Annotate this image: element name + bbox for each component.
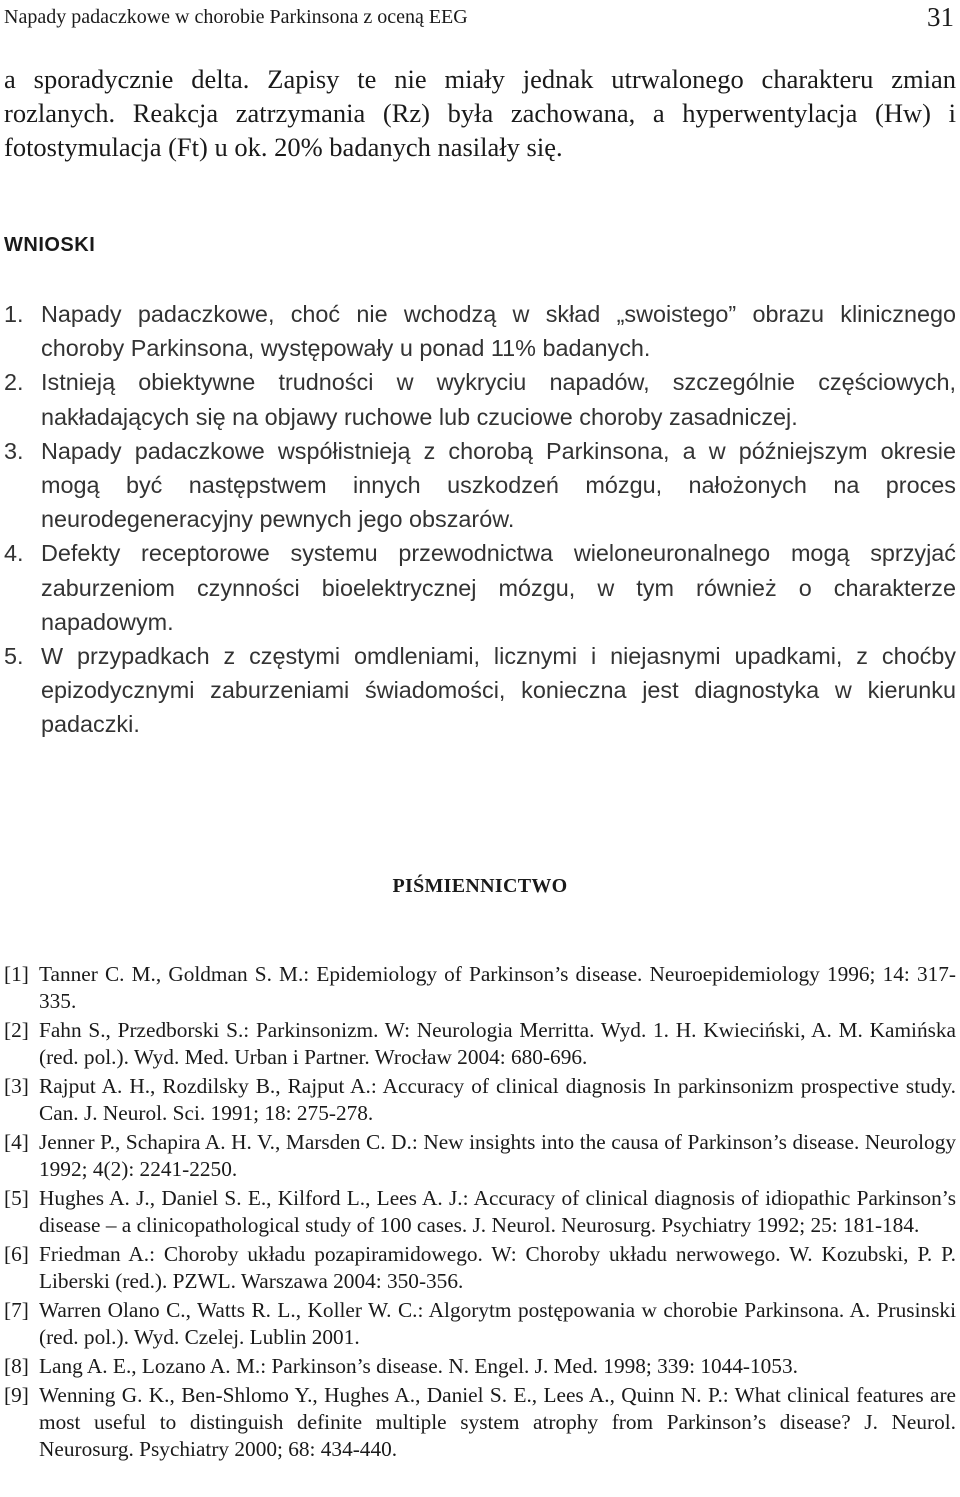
- reference-number: [4]: [4, 1130, 29, 1154]
- conclusion-number: 1.: [4, 301, 24, 327]
- reference-number: [9]: [4, 1383, 29, 1407]
- conclusion-number: 3.: [4, 437, 24, 464]
- reference-text: Lang A. E., Lozano A. M.: Parkinson’s disease. N. Engel. J. Med. 1998; 339: 1044-1053.: [39, 1354, 798, 1378]
- reference-item: [4, 1382, 956, 1463]
- reference-item: [4, 1241, 956, 1295]
- reference-number: [7]: [4, 1298, 29, 1322]
- conclusion-item: [4, 365, 956, 433]
- reference-number: [8]: [4, 1354, 29, 1378]
- conclusion-text: W przypadkach z częstymi omdleniami, licznymi i niejasnymi upadkami, z choćby epizodycznymi zaburzeniami świadomości, konieczna jest diagnostyka w kierunku padaczki.: [41, 643, 956, 738]
- reference-item: [4, 1017, 956, 1071]
- conclusion-text: Napady padaczkowe współistnieją z chorobą Parkinsona, a w późniejszym okresie mogą być następstwem innych uszkodzeń mózgu, nałożonych na proces neurodegeneracyjny pewnych jego obszarów.: [41, 437, 956, 533]
- conclusions-list: [4, 297, 956, 742]
- conclusion-item: [4, 639, 956, 742]
- conclusions-heading: WNIOSKI: [4, 234, 96, 256]
- reference-item: [4, 1185, 956, 1239]
- reference-text: Tanner C. M., Goldman S. M.: Epidemiology of Parkinson’s disease. Neuroepidemiology 1996; 14: 317-335.: [39, 962, 956, 1013]
- reference-item: [4, 1353, 956, 1380]
- references-heading: PIŚMIENNICTWO: [392, 875, 568, 897]
- reference-text: Hughes A. J., Daniel S. E., Kilford L., Lees A. J.: Accuracy of clinical diagnosis of idiopathic Parkinson’s disease – a clinicopathological study of 100 cases. J. Neurol. Neurosurg. Psychiatry 1992; 25: 181-184.: [39, 1186, 956, 1237]
- reference-text: Rajput A. H., Rozdilsky B., Rajput A.: Accuracy of clinical diagnosis In parkinsonizm prospective study. Can. J. Neurol. Sci. 1991; 18: 275-278.: [39, 1074, 956, 1125]
- reference-number: [2]: [4, 1018, 29, 1042]
- reference-number: [3]: [4, 1074, 29, 1098]
- reference-item: [4, 961, 956, 1015]
- conclusion-text: Napady padaczkowe, choć nie wchodzą w skład „swoistego” obrazu klinicznego choroby Parkinsona, występowały u ponad 11% badanych.: [41, 301, 956, 362]
- conclusion-item: [4, 434, 956, 537]
- reference-item: [4, 1297, 956, 1351]
- reference-number: [1]: [4, 962, 29, 986]
- reference-text: Jenner P., Schapira A. H. V., Marsden C. D.: New insights into the causa of Parkinson’s disease. Neurology 1992; 4(2): 2241-2250.: [39, 1130, 956, 1181]
- conclusion-item: [4, 536, 956, 639]
- reference-text: Wenning G. K., Ben-Shlomo Y., Hughes A., Daniel S. E., Lees A., Quinn N. P.: What clinical features are most useful to distinguish definite multiple system atrophy from Parkinson’s disease? J. Neurol. Neurosurg. Psychiatry 2000; 68: 434-440.: [39, 1383, 956, 1461]
- reference-item: [4, 1129, 956, 1183]
- references-list: [4, 961, 956, 1465]
- intro-paragraph: a sporadycznie delta. Zapisy te nie miały jednak utrwalonego charakteru zmian rozlanych. Reakcja zatrzymania (Rz) była zachowana, a hyperwentylacja (Hw) i fotostymulacja (Ft) u ok. 20% badanych nasilały się.: [4, 64, 956, 162]
- conclusion-number: 5.: [4, 643, 24, 670]
- reference-item: [4, 1073, 956, 1127]
- conclusion-item: [4, 297, 956, 365]
- reference-text: Friedman A.: Choroby układu pozapiramidowego. W: Choroby układu nerwowego. W. Kozubski, P. P. Liberski (red.). PZWL. Warszawa 2004: 350-356.: [39, 1242, 956, 1293]
- conclusion-text: Defekty receptorowe systemu przewodnictwa wieloneuronalnego mogą sprzyjać zaburzeniom czynności bioelektrycznej mózgu, w tym również o charakterze napadowym.: [41, 540, 956, 635]
- reference-text: Warren Olano C., Watts R. L., Koller W. C.: Algorytm postępowania w chorobie Parkinsona. A. Prusinski (red. pol.). Wyd. Czelej. Lublin 2001.: [39, 1298, 956, 1349]
- reference-number: [5]: [4, 1186, 29, 1210]
- running-title: Napady padaczkowe w chorobie Parkinsona z oceną EEG: [4, 6, 468, 28]
- conclusion-number: 2.: [4, 369, 24, 396]
- reference-number: [6]: [4, 1242, 29, 1266]
- page-header: [4, 2, 954, 34]
- page-number: 31: [927, 2, 954, 32]
- reference-text: Fahn S., Przedborski S.: Parkinsonizm. W: Neurologia Merritta. Wyd. 1. H. Kwieciński, A. M. Kamińska (red. pol.). Wyd. Med. Urban i Partner. Wrocław 2004: 680-696.: [39, 1018, 956, 1069]
- conclusion-text: Istnieją obiektywne trudności w wykryciu napadów, szczególnie częściowych, nakładających się na objawy ruchowe lub czuciowe choroby zasadniczej.: [41, 369, 956, 430]
- conclusion-number: 4.: [4, 540, 24, 567]
